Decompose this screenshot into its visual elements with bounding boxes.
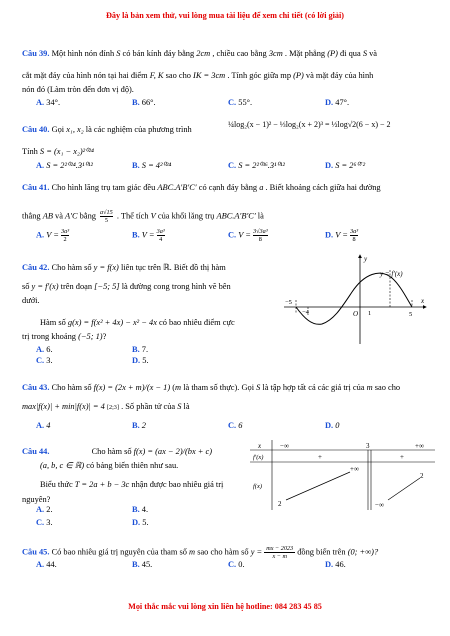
q45-function: $\frac{mx - 2023}{x - m}$ bbox=[266, 545, 294, 560]
q43-answer-c[interactable]: C. 6 bbox=[228, 421, 243, 430]
q44-variation-table bbox=[250, 440, 435, 510]
q43-answer-d[interactable]: D. 0 bbox=[325, 421, 340, 430]
curve-label: y = f′(x) bbox=[380, 270, 403, 278]
table-sign-right: + bbox=[400, 453, 404, 461]
q41-answer-b[interactable]: B. V = $\frac{\text{3a³}}{4}$ bbox=[132, 228, 165, 243]
page-footer: Mọi thắc mắc vui lòng xin liên hệ hotline: 084 283 45 85 bbox=[128, 602, 322, 611]
label-origin: O bbox=[353, 310, 359, 318]
q43-condition: max|f(x)| + min|f(x)| = 4 bbox=[22, 402, 105, 411]
label-x: x bbox=[421, 297, 425, 305]
q40-expression: S = (x₁ − x₂)²⁰²⁴ bbox=[39, 147, 94, 156]
q42-line2: số y = f′(x) trên đoạn [−5; 5] là đường cong trong hình vẽ bên bbox=[22, 282, 231, 291]
q39-line3: nón đó (Làm tròn đến đơn vị độ). bbox=[22, 85, 134, 94]
q39-line1 bbox=[22, 49, 377, 58]
q43-answer-b[interactable]: B. 2 bbox=[132, 421, 146, 430]
q40-answer-a[interactable]: A. S = 2²⁰²⁴.3¹⁰¹² bbox=[36, 161, 93, 170]
q40-equation: ¼log₂(x − 1)² − ⅓log₂(x + 2)³ = ½log√2(6 − x) − 2 bbox=[228, 120, 391, 129]
q42-answer-a[interactable]: A. 6. bbox=[36, 345, 53, 354]
q41-answer-c[interactable]: C. V = $\frac{\text{3√3a³}}{8}$ bbox=[228, 228, 268, 243]
table-x-label: x bbox=[258, 442, 262, 450]
table-f-left-start: 2 bbox=[278, 500, 282, 508]
q39-number: Câu 39. bbox=[22, 49, 50, 58]
q39-var: S bbox=[362, 49, 367, 58]
q39-text: . Tính góc giữa mp bbox=[227, 71, 292, 80]
q42-number: Câu 42. bbox=[22, 263, 50, 272]
q44-answer-b[interactable]: B. 4. bbox=[132, 505, 149, 514]
q41-distance: $\frac{a√15}{5}$ bbox=[100, 209, 113, 224]
q40-answer-c[interactable]: C. S = 2²⁰³⁶.3¹⁰¹² bbox=[228, 161, 285, 170]
q44-T-expression: T = 2a + b − 3c bbox=[74, 480, 130, 489]
label-minus5: −5 bbox=[285, 299, 292, 306]
q44-line2: (a, b, c ∈ ℝ) có bảng biến thiên như sau. bbox=[40, 461, 179, 470]
table-x-plus-inf: +∞ bbox=[415, 442, 424, 450]
q39-plane: (P) bbox=[327, 49, 338, 58]
q39-text: . Mặt phẳng bbox=[284, 49, 326, 58]
table-f-left-end: +∞ bbox=[350, 465, 359, 473]
q44-line3: Biểu thức T = 2a + b − 3c nhận được bao nhiêu giá trị bbox=[40, 480, 224, 489]
q41-line1: Câu 41. Cho hình lăng trụ tam giác đều ABC.A′B′C′ có cạnh đáy bằng a . Biết khoảng cách giữa hai đường bbox=[22, 183, 381, 192]
q39-points: F, K bbox=[149, 71, 164, 80]
table-x-minus-inf: −∞ bbox=[280, 442, 289, 450]
q43-function: f(x) = (2x + m)/(x − 1) bbox=[93, 383, 171, 392]
q39-text: và mặt đáy của hình bbox=[305, 71, 374, 80]
label-minus4: −4 bbox=[302, 309, 309, 316]
q42-graph bbox=[282, 252, 432, 347]
q40-roots: x₁, x₂ bbox=[66, 125, 84, 134]
table-x-3: 3 bbox=[366, 442, 370, 450]
q39-answer-b[interactable]: B. 66°. bbox=[132, 98, 156, 107]
q40-answer-b[interactable]: B. S = 4²⁰²⁴ bbox=[132, 161, 172, 170]
q45-answer-d[interactable]: D. 46. bbox=[325, 560, 346, 569]
q39-radius: 2cm bbox=[196, 49, 211, 58]
q45-line1: Câu 45. Có bao nhiêu giá trị nguyên của tham số m sao cho hàm số y = $\frac{mx - 2023}{x - m}$ đồng biến trên (0; +∞)? bbox=[22, 545, 379, 560]
q39-text: và bbox=[369, 49, 377, 58]
q43-line2: max|f(x)| + min|f(x)| = 4 [2;3] . Số phần tử của S là bbox=[22, 402, 190, 411]
q39-line2 bbox=[22, 71, 373, 80]
q42-line4: Hàm số g(x) = f(x² + 4x) − x² − 4x có bao nhiêu điểm cực bbox=[40, 318, 235, 327]
table-f-right-end: 2 bbox=[420, 472, 424, 480]
q44-function: f(x) = (ax − 2)/(bx + c) bbox=[133, 447, 213, 456]
page-header: Đây là bản xem thử, vui lòng mua tài liệu để xem chi tiết (có lời giải) bbox=[105, 11, 344, 20]
q39-text: có bán kính đáy bằng bbox=[122, 49, 195, 58]
q44-answer-d[interactable]: D. 5. bbox=[132, 518, 149, 527]
q39-var: S bbox=[116, 49, 121, 58]
q41-line2: thẳng AB và A′C bằng $\frac{a√15}{5}$ . Thể tích V của khối lăng trụ ABC.A′B′C′ là bbox=[22, 209, 264, 224]
q43-line1: Câu 43. Cho hàm số f(x) = (2x + m)/(x − 1) (m là tham số thực). Gọi S là tập hợp tất cả các giá trị của m sao cho bbox=[22, 383, 401, 392]
q39-text: đi qua bbox=[340, 49, 361, 58]
q39-text: sao cho bbox=[165, 71, 191, 80]
q45-answer-c[interactable]: C. 0. bbox=[228, 560, 245, 569]
arrow-up-left bbox=[286, 472, 350, 500]
table-f-right-start: −∞ bbox=[375, 501, 384, 509]
q40-line2: Tính S = (x₁ − x₂)²⁰²⁴ bbox=[22, 147, 94, 156]
q39-answer-a[interactable]: A. 34°. bbox=[36, 98, 61, 107]
q41-prism: ABC.A′B′C′ bbox=[157, 183, 197, 192]
q39-answer-c[interactable]: C. 55°. bbox=[228, 98, 253, 107]
q44-answer-c[interactable]: C. 3. bbox=[36, 518, 53, 527]
q39-text: , chiều cao bằng bbox=[212, 49, 267, 58]
q44-line4: nguyên? bbox=[22, 495, 51, 504]
q41-answer-d[interactable]: D. V = $\frac{\text{3a³}}{8}$ bbox=[325, 228, 359, 243]
q42-line5: trị trong khoảng (−5; 1)? bbox=[22, 332, 107, 341]
q41-answer-a[interactable]: A. V = $\frac{\text{3a³}}{2}$ bbox=[36, 228, 70, 243]
q40-number: Câu 40. bbox=[22, 125, 50, 134]
q42-answer-b[interactable]: B. 7. bbox=[132, 345, 149, 354]
q42-answer-d[interactable]: D. 5. bbox=[132, 356, 149, 365]
label-y: y bbox=[364, 255, 368, 263]
q45-answer-b[interactable]: B. 45. bbox=[132, 560, 153, 569]
q45-answer-a[interactable]: A. 44. bbox=[36, 560, 57, 569]
q44-line1: Câu 44. Cho hàm số f(x) = (ax − 2)/(bx + c) bbox=[22, 447, 213, 456]
q39-ik: IK = 3cm bbox=[193, 71, 226, 80]
table-sign-left: + bbox=[318, 453, 322, 461]
table-fprime-label: f′(x) bbox=[253, 454, 264, 461]
q39-plane: (P) bbox=[293, 71, 304, 80]
q45-number: Câu 45. bbox=[22, 547, 50, 557]
label-1: 1 bbox=[368, 310, 372, 317]
q43-number: Câu 43. bbox=[22, 383, 50, 392]
q42-line1: Câu 42. Cho hàm số y = f(x) liên tục trên ℝ. Biết đồ thị hàm bbox=[22, 263, 226, 272]
q44-answer-a[interactable]: A. 2. bbox=[36, 505, 53, 514]
q39-text: Một hình nón đỉnh bbox=[51, 49, 115, 58]
q42-answer-c[interactable]: C. 3. bbox=[36, 356, 53, 365]
q39-height: 3cm bbox=[268, 49, 283, 58]
q39-text: cắt mặt đáy của hình nón tại hai điểm bbox=[22, 71, 148, 80]
q42-g-function: g(x) = f(x² + 4x) − x² − 4x bbox=[67, 318, 157, 327]
q42-line3: dưới. bbox=[22, 296, 40, 305]
table-f-label: f(x) bbox=[253, 483, 263, 490]
q40-line1: Câu 40. Gọi x₁, x₂ là các nghiệm của phương trình bbox=[22, 125, 192, 134]
arrow-up-right bbox=[388, 478, 420, 500]
label-5: 5 bbox=[409, 311, 413, 318]
q41-number: Câu 41. bbox=[22, 183, 50, 192]
q43-answer-a[interactable]: A. 4 bbox=[36, 421, 51, 430]
q39-answer-d[interactable]: D. 47°. bbox=[325, 98, 350, 107]
q40-answer-d[interactable]: D. S = 2⁶⁰⁷² bbox=[325, 161, 366, 170]
q44-number: Câu 44. bbox=[22, 447, 50, 456]
